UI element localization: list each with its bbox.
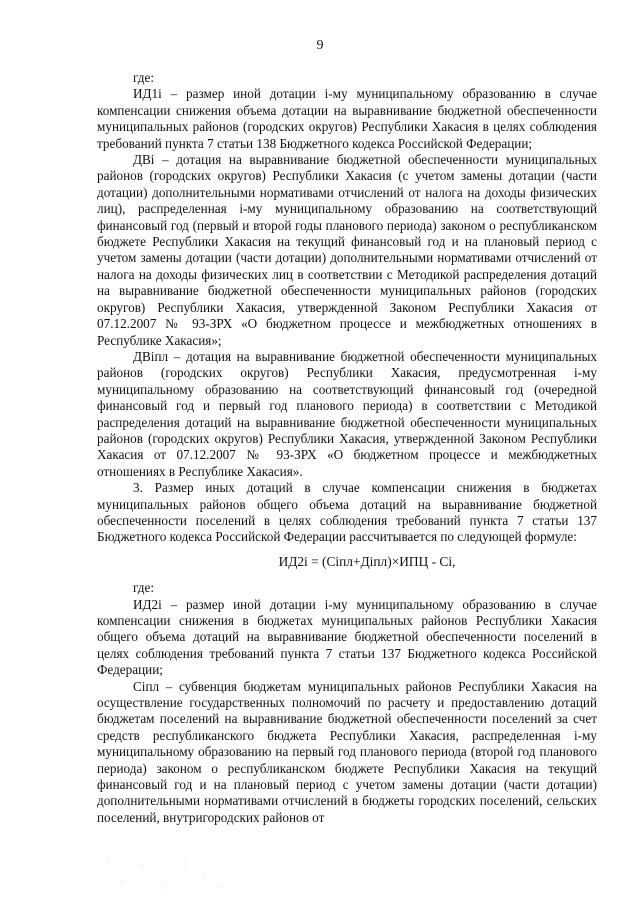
paragraph-where-2: где: — [133, 580, 154, 596]
paragraph-dv-definition: ДВi – дотация на выравнивание бюджетной обеспеченности муниципальных районов (городских округов) Республики Хакасия (с учетом замены дотации (части дотации) дополнительными нормативами отчислений от налога на доходы физических лиц), распределенная i-му муниципальному образованию на соответствующий финансовый год (первый и второй годы планового периода) законом о республиканском бюджете Республики Хакасия на текущий финансовый год и на плановый период с учетом замены дотации (части дотации) дополнительными нормативами отчислений от налога на доходы физических лиц в соответствии с Методикой распределения дотаций на выравнивание бюджетной обеспеченности муниципальных районов (городских округов) Республики Хакасия, утвержденной Законом Республики Хакасия от 07.12.2007 № 93-ЗРХ «О бюджетном процессе и межбюджетных отношениях в Республике Хакасия»; — [97, 152, 597, 348]
paragraph-id2-definition: ИД2i – размер иной дотации i-му муниципальному образованию в случае компенсации снижения в бюджетах муниципальных районов Республики Хакасия общего объема дотаций на выравнивание бюджетной обеспеченности поселений в целях соблюдения требований пункта 7 статьи 137 Бюджетного кодекса Российской Федерации; — [97, 596, 597, 678]
paragraph-item-3: 3. Размер иных дотаций в случае компенсации снижения в бюджетах муниципальных районов общего объема дотаций на выравнивание бюджетной обеспеченности поселений в целях соблюдения требований пункта 7 статьи 137 Бюджетного кодекса Российской Федерации рассчитывается по следующей формуле: — [97, 480, 597, 545]
paragraph-where-1: где: — [133, 70, 154, 85]
page-number: 9 — [316, 38, 324, 53]
document-body — [97, 70, 597, 826]
formula-id2: ИД2i = (Сiпл+Дiпл)×ИПЦ - Сi, — [278, 553, 456, 569]
paragraph-id1-definition: ИД1i – размер иной дотации i-му муниципальному образованию в случае компенсации снижения объема дотации на выравнивание бюджетной обеспеченности муниципальных районов (городских округов) Республики Хакасия в целях соблюдения требований пункта 7 статьи 138 Бюджетного кодекса Российской Федерации; — [97, 86, 597, 151]
paragraph-cpl-definition: Сiпл – субвенция бюджетам муниципальных районов Республики Хакасия на осуществление государственных полномочий по расчету и предоставлению дотаций бюджетам поселений на выравнивание бюджетной обеспеченности поселений за счет средств республиканского бюджета Республики Хакасия, распределенная i-му муниципальному образованию на первый год планового периода (второй год планового периода) законом о республиканском бюджете Республики Хакасия на текущий финансовый год и на плановый период с учетом замены дотации (части дотации) дополнительными нормативами отчислений в бюджеты городских поселений, сельских поселений, внутригородских районов от — [97, 678, 597, 825]
paragraph-dvpl-definition: ДВiпл – дотация на выравнивание бюджетной обеспеченности муниципальных районов (городских округов) Республики Хакасия, предусмотренная i-му муниципальному образованию на соответствующий финансовый год (очередной финансовый год и первый год планового периода) в соответствии с Методикой распределения дотаций на выравнивание бюджетной обеспеченности муниципальных районов (городских округов) Республики Хакасия, утвержденной Законом Республики Хакасия от 07.12.2007 № 93-ЗРХ «О бюджетном процессе и межбюджетных отношениях в Республике Хакасия». — [97, 348, 597, 479]
scan-noise — [100, 855, 240, 895]
